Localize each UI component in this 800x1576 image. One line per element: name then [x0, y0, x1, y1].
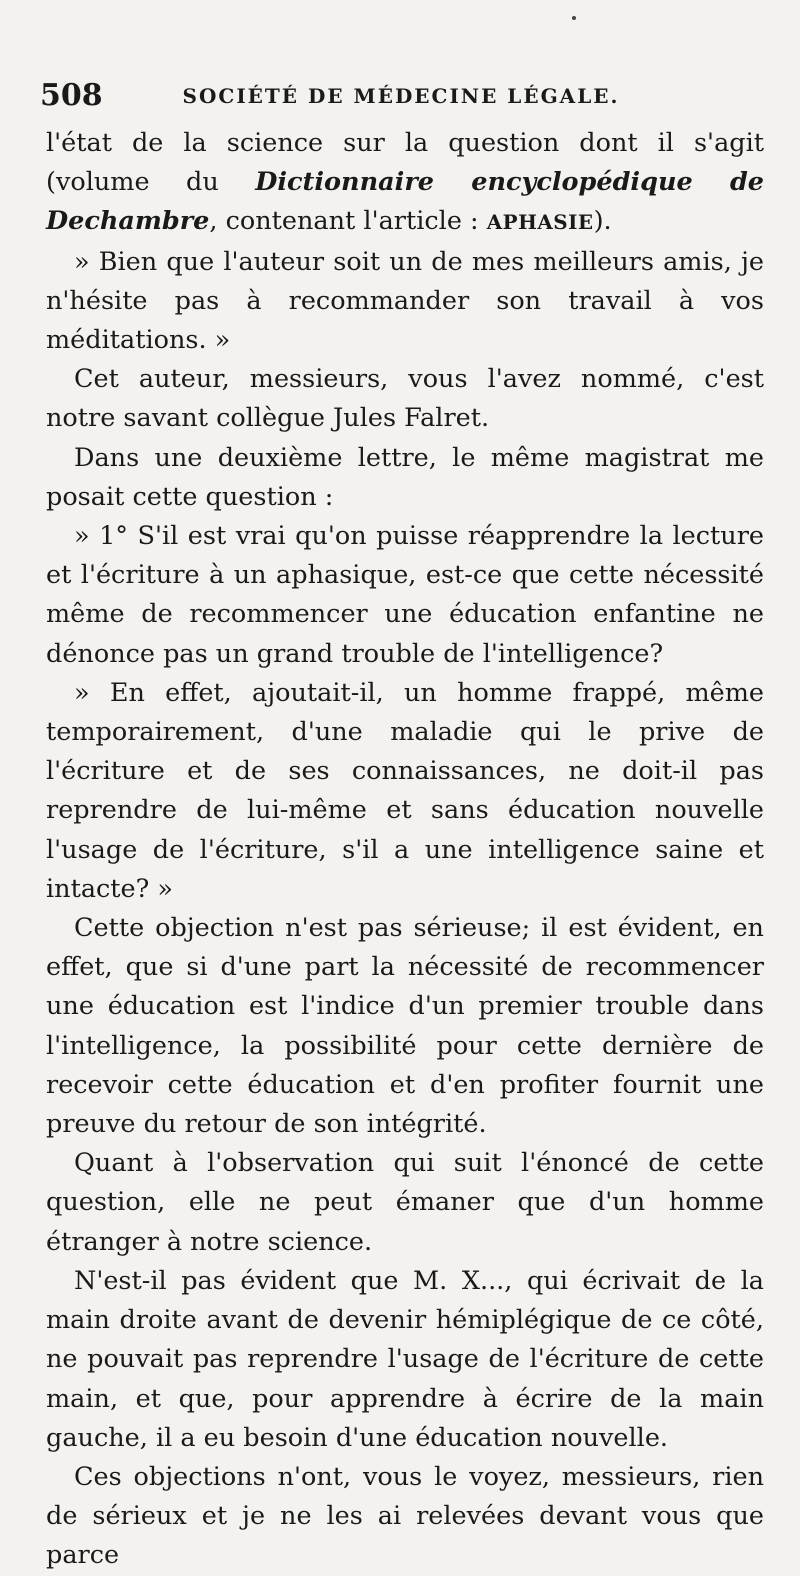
paragraph: Cet auteur, messieurs, vous l'avez nommé, c'est notre savant collègue Jules Falret.	[46, 364, 764, 434]
paragraph: Dans une deuxième lettre, le même magistrat me posait cette question :	[46, 442, 764, 512]
paragraph: » 1° S'il est vrai qu'on puisse réapprendre la lecture et l'écriture à un aphasique, est-ce que cette nécessité même de recommencer une éducation enfantine ne dénonce pas un grand trouble de l'intelligence?	[46, 521, 764, 669]
paragraph: Quant à l'observation qui suit l'énoncé de cette question, elle ne peut émaner que d'un homme étranger à notre science.	[46, 1148, 764, 1257]
paragraph-continued	[46, 124, 764, 243]
paragraph: Cette objection n'est pas sérieuse; il est évident, en effet, que si d'une part la nécessité de recommencer une éducation est l'indice d'un premier trouble dans l'intelligence, la possibilité pour cette dernière de recevoir cette éducation et d'en profiter fournit une preuve du retour de son intégrité.	[46, 913, 764, 1140]
text-run: l'état de la science sur la question dont il s'agit (volume du	[46, 128, 764, 198]
page-number: 508	[40, 78, 103, 113]
running-head: SOCIÉTÉ DE MÉDECINE LÉGALE.	[182, 84, 620, 108]
body-text	[46, 124, 764, 1576]
paragraph: Ces objections n'ont, vous le voyez, messieurs, rien de sérieux et je ne les ai relevées devant vous que parce	[46, 1461, 764, 1571]
dictionary-title: Dictionnaire encyclopédique de Dechambre	[46, 167, 764, 237]
page-header	[40, 78, 762, 118]
paragraph: » En effet, ajoutait-il, un homme frappé, même temporairement, d'une maladie qui le prive de l'écriture et de ses connaissances, ne doit-il pas reprendre de lui-même et sans éducation nouvelle l'usage de l'écriture, s'il a une intelligence saine et intacte? »	[46, 677, 764, 904]
paragraph: » Bien que l'auteur soit un de mes meilleurs amis, je n'hésite pas à recommander son travail à vos méditations. »	[46, 246, 764, 356]
article-name: APHASIE	[486, 210, 594, 235]
paragraph: N'est-il pas évident que M. X..., qui écrivait de la main droite avant de devenir hémiplégique de ce côté, ne pouvait pas reprendre l'usage de l'écriture de cette main, et que, pour apprendre à écrire de la main gauche, il a eu besoin d'une éducation nouvelle.	[46, 1265, 764, 1453]
speck-mark	[572, 16, 576, 20]
text-run: , contenant l'article :	[209, 206, 487, 237]
text-run: ).	[593, 206, 612, 237]
